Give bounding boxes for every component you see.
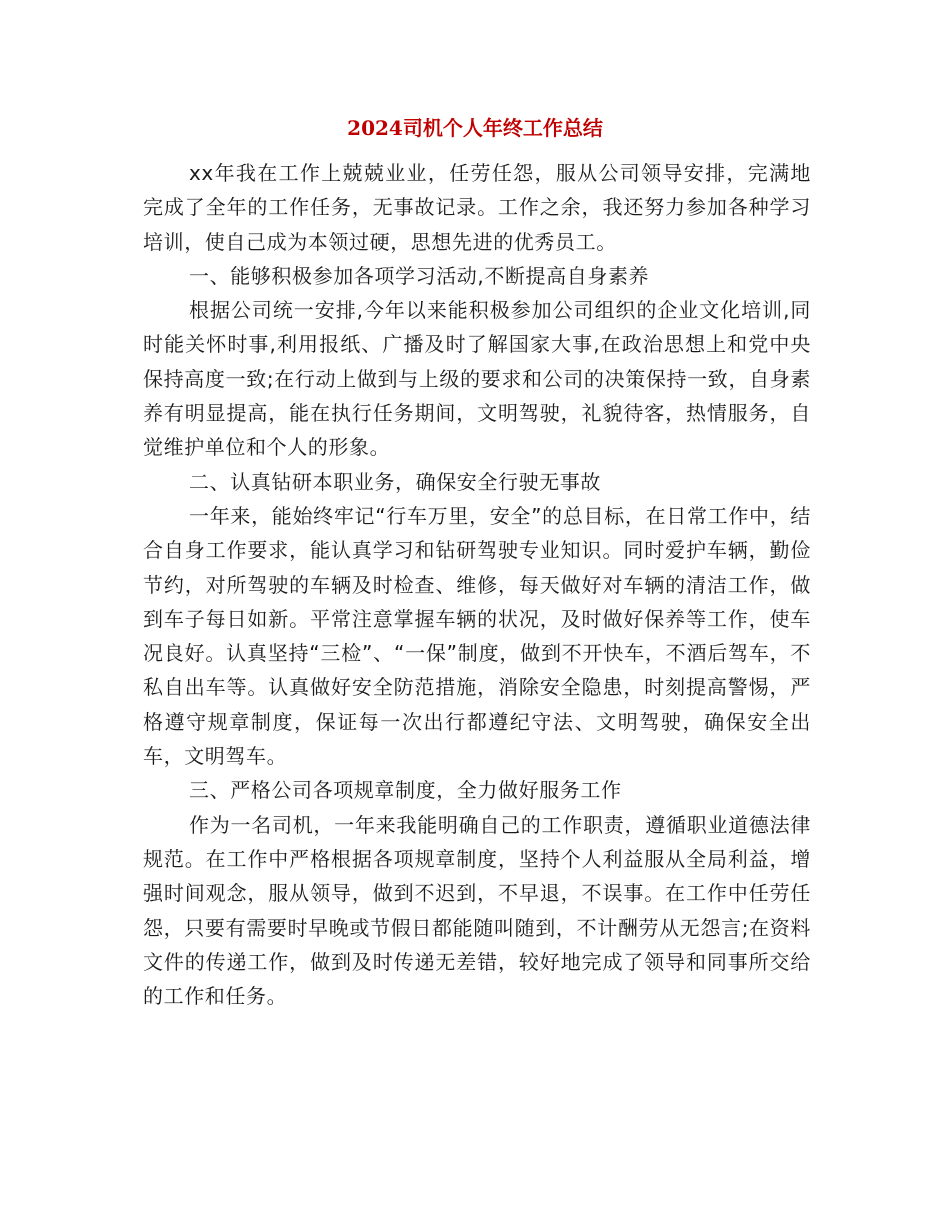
section-heading-1: 一、能够积极参加各项学习活动,不断提高自身素养 — [189, 263, 650, 288]
section-3-paragraph: 作为一名司机，一年来我能明确自己的工作职责，遵循职业道德法律规范。在工作中严格根据各项规章制度，坚持个人利益服从全局利益，增强时间观念，服从领导，做到不迟到，不早退，不误事。在工作中任劳任怨，只要有需要时早晚或节假日都能随叫随到，不计酬劳从无怨言;在资料文件的传递工作，做到及时传递无差错，较好地完成了领导和同事所交给的工作和任务。 — [143, 812, 811, 1009]
section-1-paragraph: 根据公司统一安排,今年以来能积极参加公司组织的企业文化培训,同时能关怀时事,利用报纸、广播及时了解国家大事,在政治思想上和党中央保持高度一致;在行动上做到与上级的要求和公司的决策保持一致，自身素养有明显提高，能在执行任务期间，文明驾驶，礼貌待客，热情服务，自觉维护单位和个人的形象。 — [143, 298, 811, 460]
section-heading-3: 三、严格公司各项规章制度，全力做好服务工作 — [189, 778, 622, 803]
section-2-paragraph: 一年来，能始终牢记“行车万里，安全”的总目标，在日常工作中，结合自身工作要求，能认真学习和钻研驾驶专业知识。同时爱护车辆，勤俭节约，对所驾驶的车辆及时检查、维修，每天做好对车辆的清洁工作，做到车子每日如新。平常注意掌握车辆的状况，及时做好保养等工作，使车况良好。认真坚持“三检”、“一保”制度，做到不开快车，不酒后驾车，不私自出车等。认真做好安全防范措施，消除安全隐患，时刻提高警惕，严格遵守规章制度，保证每一次出行都遵纪守法、文明驾驶，确保安全出车，文明驾车。 — [143, 503, 811, 769]
document-title: 2024司机个人年终工作总结 — [347, 116, 603, 140]
section-heading-2: 二、认真钻研本职业务，确保安全行驶无事故 — [189, 469, 601, 494]
intro-paragraph: xx年我在工作上兢兢业业，任劳任怨，服从公司领导安排，完满地完成了全年的工作任务，无事故记录。工作之余，我还努力参加各种学习培训，使自己成为本领过硬，思想先进的优秀员工。 — [143, 161, 811, 254]
document-body — [143, 156, 811, 1013]
